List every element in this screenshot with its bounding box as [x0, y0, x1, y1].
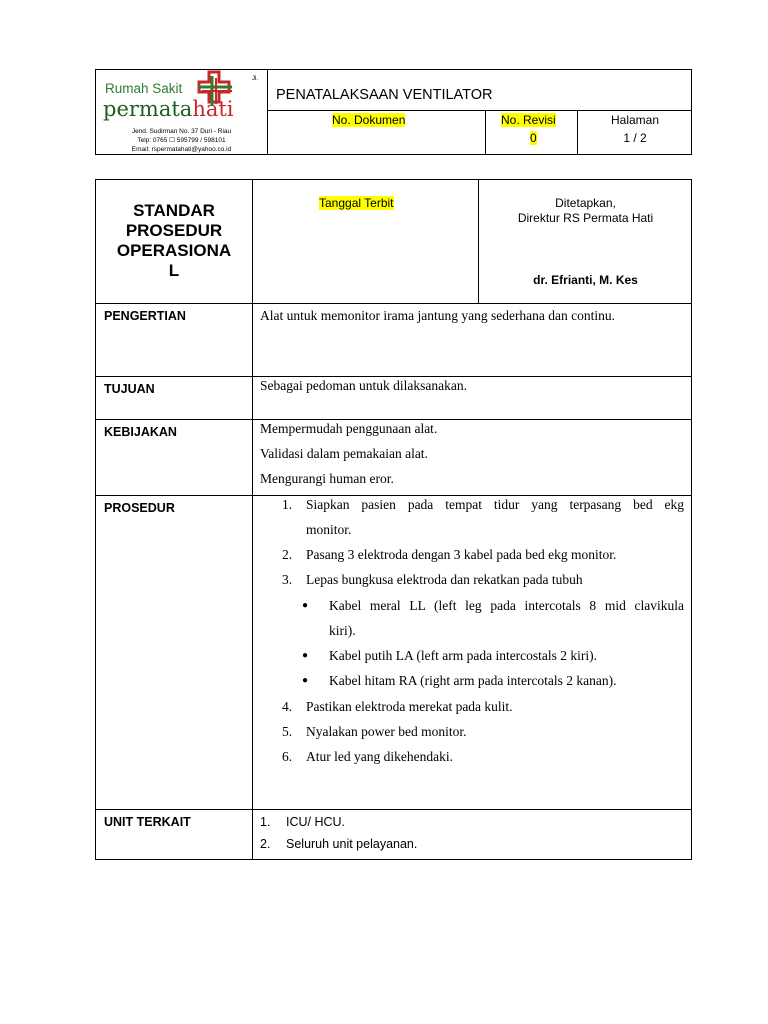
prosedur-bullet-3: Kabel hitam RA (right arm pada intercotals 2 kanan).: [329, 673, 617, 688]
row-divider-1: [96, 303, 691, 304]
tujuan-text: Sebagai pedoman untuk dilaksanakan.: [260, 378, 467, 393]
prosedur-step-4: Pastikan elektroda merekat pada kulit.: [306, 699, 513, 714]
document-title: PENATALAKSAAN VENTILATOR: [276, 87, 493, 103]
logo-brand-permata: permata: [103, 97, 193, 121]
logo-jl-label: Jl.: [252, 76, 258, 82]
prosedur-step-number: 4.: [282, 699, 293, 714]
tujuan-label: TUJUAN: [104, 382, 155, 396]
halaman-label: Halaman: [610, 113, 660, 127]
prosedur-step-number: 1.: [282, 497, 293, 512]
prosedur-bullet-1-line-2: kiri).: [329, 623, 356, 638]
bullet-dot-icon: ●: [302, 650, 309, 661]
header-divider-title: [267, 110, 691, 111]
row-divider-2: [96, 376, 691, 377]
prosedur-step-number: 2.: [282, 547, 293, 562]
header-divider-logo: [267, 70, 268, 154]
prosedur-step-3: Lepas bungkusa elektroda dan rekatkan pada tubuh: [306, 572, 583, 587]
ditetapkan-label: Ditetapkan,: [555, 196, 616, 210]
prosedur-step-number: 3.: [282, 572, 293, 587]
sop-title-line-2: PROSEDUR: [125, 221, 223, 240]
pengertian-text: Alat untuk memonitor irama jantung yang sederhana dan continu.: [260, 308, 616, 323]
no-revisi-value: 0: [530, 131, 537, 145]
prosedur-step-6: Atur led yang dikehendaki.: [306, 749, 453, 764]
row-divider-4: [96, 495, 691, 496]
bullet-dot-icon: ●: [302, 600, 309, 611]
header-divider-revisi: [485, 110, 486, 154]
label-column-divider: [252, 180, 253, 859]
prosedur-bullet-1-line-1: Kabel meral LL (left leg pada intercotals 8 mid clavikula: [329, 598, 684, 613]
kebijakan-line-3: Mengurangi human eror.: [260, 471, 394, 486]
no-revisi-label: No. Revisi: [501, 113, 556, 127]
prosedur-step-1-line-2: monitor.: [306, 522, 352, 537]
unit-terkait-item-2: Seluruh unit pelayanan.: [286, 837, 418, 851]
unit-terkait-label: UNIT TERKAIT: [104, 815, 191, 829]
no-dokumen-label: No. Dokumen: [332, 113, 406, 127]
prosedur-step-5: Nyalakan power bed monitor.: [306, 724, 467, 739]
address-line-2: Telp: 0765 ☐ 595799 / 598101: [137, 137, 226, 144]
sop-table: [95, 179, 692, 860]
kebijakan-line-2: Validasi dalam pemakaian alat.: [260, 446, 428, 461]
unit-terkait-number: 1.: [260, 815, 271, 829]
prosedur-step-1-line-1: Siapkan pasien pada tempat tidur yang terpasang bed ekg: [306, 497, 684, 512]
prosedur-label: PROSEDUR: [104, 501, 175, 515]
hospital-cross-logo-icon: [193, 70, 239, 110]
row-divider-5: [96, 809, 691, 810]
direktur-label: Direktur RS Permata Hati: [517, 211, 654, 225]
prosedur-step-number: 6.: [282, 749, 293, 764]
halaman-value: 1 / 2: [623, 131, 647, 145]
address-line-3: Email: rspermatahati@yahoo.co.id: [131, 146, 232, 153]
header-table: [95, 69, 692, 155]
prosedur-step-2: Pasang 3 elektroda dengan 3 kabel pada bed ekg monitor.: [306, 547, 617, 562]
kebijakan-label: KEBIJAKAN: [104, 425, 177, 439]
hospital-logo: [96, 70, 267, 154]
prosedur-bullet-2: Kabel putih LA (left arm pada intercostals 2 kiri).: [329, 648, 598, 663]
address-line-1: Jend. Sudirman No. 37 Duri - Riau: [131, 128, 232, 135]
bullet-dot-icon: ●: [302, 675, 309, 686]
prosedur-step-number: 5.: [282, 724, 293, 739]
pengertian-label: PENGERTIAN: [104, 309, 186, 323]
row-divider-3: [96, 419, 691, 420]
sop-title-line-3: OPERASIONA: [116, 241, 232, 260]
sop-title-line-4: L: [168, 261, 180, 280]
sop-title: [96, 201, 252, 281]
kebijakan-line-1: Mempermudah penggunaan alat.: [260, 421, 438, 436]
unit-terkait-item-1: ICU/ HCU.: [286, 815, 346, 829]
unit-terkait-number: 2.: [260, 837, 271, 851]
sop-title-line-1: STANDAR: [133, 201, 215, 220]
signatory-name: dr. Efrianti, M. Kes: [533, 273, 638, 287]
tanggal-terbit-label: Tanggal Terbit: [319, 196, 394, 210]
logo-rs-text: Rumah Sakit: [105, 81, 183, 96]
logo-brand-hati: hati: [192, 97, 234, 121]
